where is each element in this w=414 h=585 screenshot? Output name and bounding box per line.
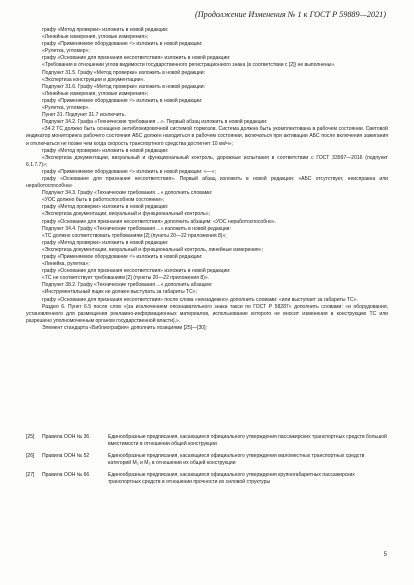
paragraph: «Требования в отношении углов видимости государственного регистрационного знака (в соответствии с [2]) не выполнены». — [42, 62, 336, 69]
ref-number: [25] — [26, 434, 35, 440]
paragraph: графу «Метод проверки» изложить в новой редакции: — [42, 204, 169, 211]
bibliography-entry — [26, 453, 388, 467]
paragraph: «Рулетка, угломер»; — [42, 48, 90, 55]
paragraph: «ТС должно соответствовать требованиям [2] (пункты 20—22 приложения 8)»; — [42, 232, 227, 239]
paragraph: графу «Применяемое оборудование ¹⁾» изложить в новой редакции: «—»; — [42, 168, 216, 175]
document-body — [26, 27, 388, 332]
paragraph: «Экспертиза документации, визуальный и функциональный контроль, дорожные испытания в соответствии с ГОСТ 33997—2016 (подпункт 6.1.7.7)»; — [26, 154, 388, 168]
paragraph: Подпункт 34.2. Графа «Технические требования ...». Первый абзац изложить в новой редакции: — [42, 119, 268, 126]
ref-source: Правила ООН № 52 — [42, 453, 90, 460]
paragraph: графу «Основание для признания несоответствия» дополнить абзацем: «УОС неработоспособно». — [42, 218, 276, 225]
paragraph: «УОС должно быть в работоспособном состоянии»; — [42, 197, 165, 204]
paragraph: графу «Метод проверки» изложить в новой редакции: — [42, 27, 169, 33]
bibliography-list — [26, 434, 388, 492]
paragraph: «ТС не соответствует требованиям [2] (пункты 20—22 приложения 8)». — [42, 275, 210, 282]
paragraph: Раздел 6. Пункт 6.5 после слов «(за исключением опознавательного знака такси по ГОСТ Р 58287» дополнить словами: «и оборудования, установленного для размещения рекламно-информационных материалов, использование которого не вносит изменения в конструкцию ТС или разрешено уполномоченным органом государственной власти),». — [26, 303, 388, 324]
ref-source: Правила ООН № 66 — [42, 472, 90, 479]
ref-number: [26] — [26, 453, 35, 460]
paragraph: «Линейные измерения, угловые измерения»; — [42, 90, 149, 97]
paragraph: «34.2 ТС должно быть оснащено антиблокировочной системой тормозов. Система должна быть укомплектована в рабочем состоянии. Световой индикатор мониторинга рабочего состояния АБС должен находиться в рабочем состоянии, включаться при активации АБС после включения зажигания и отключаться не позже чем когда скорость транспортного средства достигнет 10 км/ч»; — [26, 126, 388, 147]
paragraph: Подпункт 34.3. Графу «Технические требования ...» дополнить словами: — [42, 190, 213, 197]
paragraph: «Экспертиза документации, визуальный и функциональный контроль, линейные измерения»; — [42, 246, 263, 253]
paragraph: Элемент стандарта «Библиография» дополнить позициями [25]—[30]: — [42, 324, 207, 331]
bibliography-entry — [26, 472, 388, 486]
ref-text: Единообразные предписания, касающиеся официального утверждения пассажирских транспортных средств большой вместимости в отношении общей конструкции — [108, 434, 387, 448]
paragraph: графу «Применяемое оборудование ¹⁾» изложить в новой редакции: — [42, 97, 203, 104]
paragraph: Подпункт 31.6. Графу «Метод проверки» изложить в новой редакции: — [42, 83, 205, 90]
paragraph: графу «Основание для признания несоответствия». Первый абзац изложить в новой редакции: «АБС отсутствует, неисправна или неработоспособна» — [26, 175, 388, 190]
bibliography-entry — [26, 434, 388, 448]
ref-text: Единообразные предписания, касающиеся официального утверждения крупногабаритных пассажирских транспортных средств в отношении прочности их силовой структуры — [108, 472, 355, 486]
paragraph: «Рулетка, угломер». — [42, 105, 90, 112]
page-number: 5 — [383, 552, 387, 558]
paragraph: «Экспертиза конструкции и документации». — [42, 76, 145, 83]
paragraph: графу «Применяемое оборудование ¹⁾» изложить в новой редакции: — [42, 254, 203, 260]
ref-text: Единообразные предписания, касающиеся официального утверждения маломестных транспортных средств категорий M₂ и M₃ в отношении их общей конструкции — [108, 453, 365, 467]
paragraph: «Экспертиза документации, визуальный и функциональный контроль»; — [42, 211, 210, 218]
paragraph: «Линейные измерения, угловые измерения»; — [42, 34, 149, 41]
paragraph: графу «Основание для признания несоответствия» изложить в новой редакции: — [42, 55, 231, 62]
paragraph: графу «Метод проверки» изложить в новой редакции: — [42, 147, 169, 154]
page-header: (Продолжение Изменения № 1 к ГОСТ Р 59889—2021) — [195, 10, 386, 19]
paragraph: «Инструментальный ящик не должен выступать за габариты ТС»; — [42, 289, 197, 296]
ref-number: [27] — [26, 472, 35, 479]
paragraph: Подпункт 34.4. Графу «Технические требования ...» изложить в новой редакции: — [42, 225, 231, 232]
paragraph: графу «Основание для признания несоответствия» после слова «неизадежно» дополнить словами: «или выступает за габариты ТС». — [42, 296, 358, 303]
paragraph: Пункт 31. Подпункт 31.7 исключить. — [42, 112, 126, 119]
paragraph: графу «Основание для признания несоответствия» изложить в новой редакции: — [42, 268, 231, 275]
paragraph: графу «Метод проверки» изложить в новой редакции: — [42, 239, 169, 246]
paragraph: «Линейка, рулетка»; — [42, 261, 90, 268]
paragraph: Подпункт 38.2. Графу «Технические требования ...» дополнить абзацем: — [42, 282, 213, 289]
paragraph: графу «Применяемое оборудование ¹⁾» изложить в новой редакции: — [42, 41, 203, 48]
paragraph: Подпункт 31.5. Графу «Метод проверки» изложить в новой редакции: — [42, 69, 205, 76]
ref-source: Правила ООН № 36 — [42, 434, 90, 440]
